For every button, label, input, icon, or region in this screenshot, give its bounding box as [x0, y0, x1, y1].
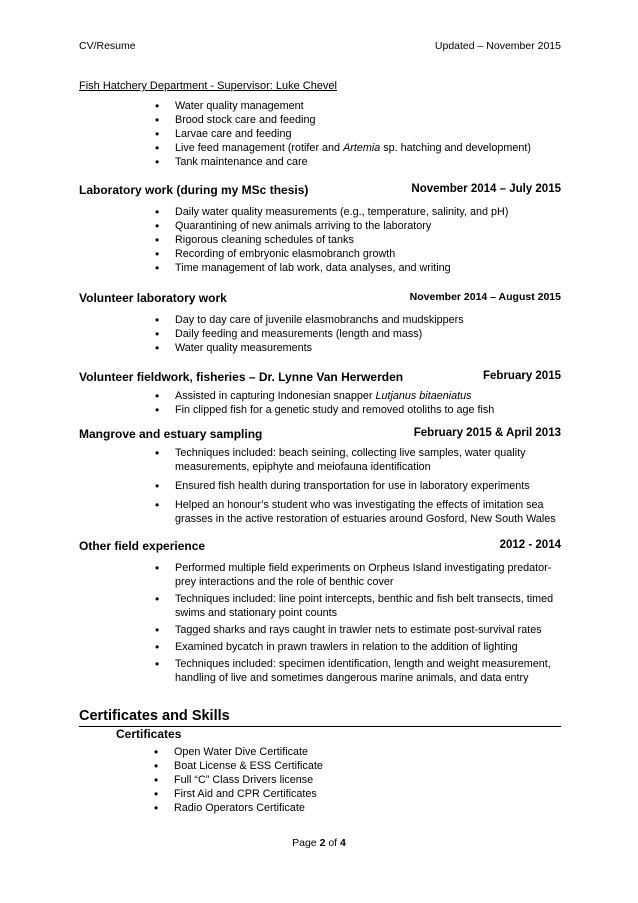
list-item: • Techniques included: line point intercepts, benthic and fish belt transects, timed swims and stationary point counts	[79, 592, 561, 620]
list-item: • Larvae care and feeding	[79, 127, 561, 141]
section-list	[79, 389, 561, 417]
section-list	[79, 446, 561, 526]
list-item: • Assisted in capturing Indonesian snapper Lutjanus bitaeniatus	[79, 389, 561, 403]
list-item: • Ensured fish health during transportation for use in laboratory experiments	[79, 479, 561, 493]
section-date: November 2014 – August 2015	[409, 291, 561, 303]
list-item: • Open Water Dive Certificate	[79, 745, 561, 759]
certificates-heading: Certificates and Skills	[79, 708, 561, 727]
list-item: • Full “C” Class Drivers license	[79, 773, 561, 787]
list-item: • Fin clipped fish for a genetic study and removed otoliths to age fish	[79, 403, 561, 417]
dept-title: Fish Hatchery Department - Supervisor: Luke Chevel	[79, 80, 337, 92]
header-left: CV/Resume	[79, 40, 136, 52]
section-volunteer-fieldwork	[79, 370, 561, 417]
list-item: • Helped an honour’s student who was investigating the effects of imitation sea grasses in the active restoration of estuaries around Gosford, New South Wales	[79, 498, 561, 526]
footer-total: 4	[340, 837, 346, 849]
section-lab-work	[79, 183, 561, 275]
list-item: • Radio Operators Certificate	[79, 801, 561, 815]
section-date: February 2015 & April 2013	[413, 427, 561, 439]
list-item: • Day to day care of juvenile elasmobranchs and mudskippers	[79, 313, 561, 327]
dept-list	[79, 99, 561, 169]
certificates-list	[79, 745, 561, 815]
list-item: • Performed multiple field experiments on Orpheus Island investigating predator-prey interactions and the role of benthic cover	[79, 561, 561, 589]
section-title: Mangrove and estuary sampling	[79, 427, 263, 441]
section-list	[79, 561, 561, 685]
list-item: • Time management of lab work, data analyses, and writing	[79, 261, 561, 275]
header-right: Updated – November 2015	[434, 40, 561, 52]
list-item: • Tank maintenance and care	[79, 155, 561, 169]
list-item: • First Aid and CPR Certificates	[79, 787, 561, 801]
section-volunteer-lab	[79, 291, 561, 355]
footer-of: of	[328, 837, 338, 849]
footer-page: 2	[319, 837, 326, 849]
list-item: • Tagged sharks and rays caught in trawler nets to estimate post-survival rates	[79, 623, 561, 637]
footer-prefix: Page	[292, 837, 317, 849]
section-other-field	[79, 539, 561, 685]
list-item: • Examined bycatch in prawn trawlers in relation to the addition of lighting	[79, 640, 561, 654]
certificates-section	[79, 745, 561, 815]
section-date: February 2015	[483, 370, 561, 382]
list-item: • Techniques included: specimen identification, length and weight measurement, handling of live and sometimes dangerous marine animals, and data entry	[79, 657, 561, 685]
list-item: • Techniques included: beach seining, collecting live samples, water quality measurements, epiphyte and meiofauna identification	[79, 446, 561, 474]
dept-section	[79, 80, 561, 169]
page-footer	[0, 837, 638, 849]
section-list	[79, 313, 561, 355]
list-item: • Water quality measurements	[79, 341, 561, 355]
section-title: Laboratory work (during my MSc thesis)	[79, 183, 309, 197]
list-item: • Daily water quality measurements (e.g., temperature, salinity, and pH)	[79, 205, 561, 219]
list-item: • Recording of embryonic elasmobranch growth	[79, 247, 561, 261]
list-item: • Brood stock care and feeding	[79, 113, 561, 127]
section-title: Volunteer fieldwork, fisheries – Dr. Lynne Van Herwerden	[79, 370, 404, 384]
certificates-subheading: Certificates	[116, 727, 182, 741]
section-date: 2012 - 2014	[499, 539, 561, 551]
page-header	[79, 40, 561, 52]
list-item: • Quarantining of new animals arriving to the laboratory	[79, 219, 561, 233]
list-item: • Water quality management	[79, 99, 561, 113]
list-item: • Rigorous cleaning schedules of tanks	[79, 233, 561, 247]
section-list	[79, 205, 561, 275]
list-item: • Live feed management (rotifer and Artemia sp. hatching and development)	[79, 141, 561, 155]
list-item: • Daily feeding and measurements (length and mass)	[79, 327, 561, 341]
section-title: Other field experience	[79, 539, 206, 553]
list-item: • Boat License & ESS Certificate	[79, 759, 561, 773]
section-mangrove	[79, 427, 561, 526]
section-title: Volunteer laboratory work	[79, 291, 227, 305]
section-date: November 2014 – July 2015	[411, 183, 561, 195]
